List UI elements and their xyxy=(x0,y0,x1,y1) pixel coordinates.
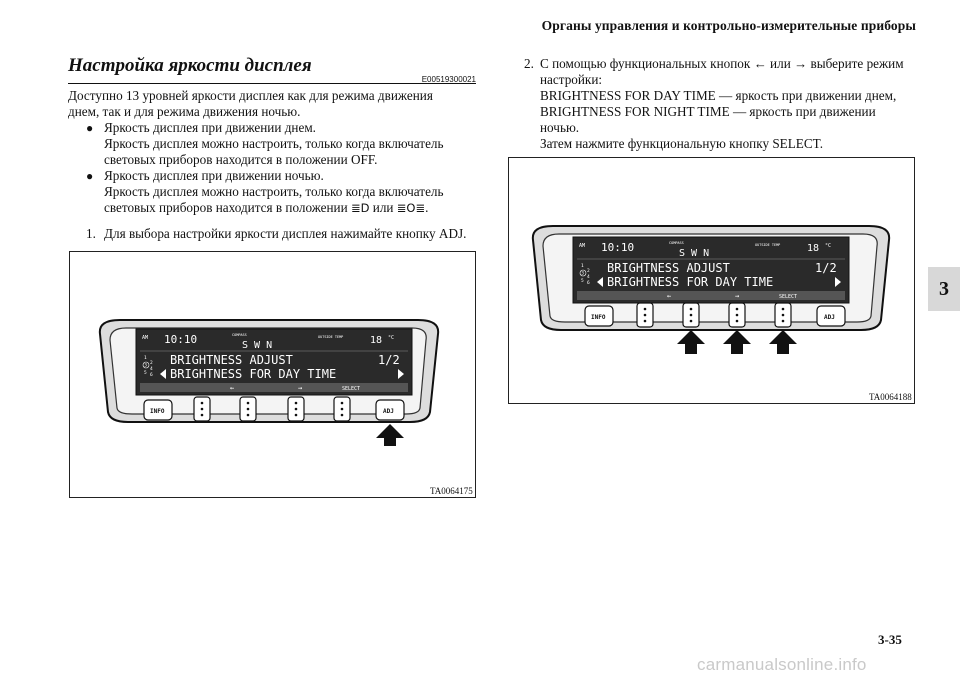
up-arrow-icon xyxy=(376,424,404,446)
bullet-1-line-2: световых приборов находится в положении OFF. xyxy=(104,152,378,167)
figure-1 xyxy=(69,251,476,498)
display-level: 1 xyxy=(144,356,147,361)
bullet-2-line-2 xyxy=(104,200,428,217)
position-lamps-icon: ≣O≣ xyxy=(396,201,426,215)
section-title: Настройка яркости дисплея xyxy=(68,55,312,76)
softkey-left-label: ← xyxy=(230,384,235,392)
bullet-1-line-1: Яркость дисплея можно настроить, только когда включатель xyxy=(104,136,444,151)
section-code: E00519300021 xyxy=(421,75,476,84)
display-level: 5 xyxy=(144,371,147,376)
display-level: 6 xyxy=(150,373,153,378)
softkey-bar xyxy=(577,291,845,300)
bullet-2-heading: Яркость дисплея при движении ночью. xyxy=(104,168,324,183)
softkey-right-label: → xyxy=(298,384,303,392)
display-line-1: BRIGHTNESS ADJUST xyxy=(607,261,730,275)
step-2-line-5: ночью. xyxy=(540,120,580,135)
display-compass: S W N xyxy=(679,248,710,259)
step-2-number: 2. xyxy=(524,56,534,71)
display-level: 1 xyxy=(581,264,584,269)
display-level: 4 xyxy=(587,275,590,280)
display-clock: 10:10 xyxy=(601,241,635,254)
display-page: 1/2 xyxy=(815,261,837,275)
softkey-right-label: → xyxy=(735,292,740,300)
bullet-dot-icon: ● xyxy=(86,169,94,183)
display-level: 2 xyxy=(587,269,590,274)
display-temp: 18 xyxy=(370,335,383,346)
display-temp: 18 xyxy=(807,243,820,254)
softkey-select-label: SELECT xyxy=(342,386,361,392)
bullet-2-line-2-text: световых приборов находится в положении xyxy=(104,200,348,215)
low-beam-icon: ≣D xyxy=(350,201,370,215)
chapter-tab: 3 xyxy=(928,267,960,311)
up-arrow-icon xyxy=(769,330,797,354)
step-2-line-2: настройки: xyxy=(540,72,603,87)
bullet-dot-icon: ● xyxy=(86,121,94,135)
display-compass-label: COMPASS xyxy=(669,241,684,245)
display-temp-unit: °C xyxy=(388,335,395,341)
display-line-1: BRIGHTNESS ADJUST xyxy=(170,353,293,367)
figure-2 xyxy=(508,157,915,404)
intro-line-2: днем, так и для режима движения ночью. xyxy=(68,104,301,119)
watermark: carmanualsonline.info xyxy=(697,655,867,674)
bullet-2-joiner: или xyxy=(372,200,394,215)
info-button-label: INFO xyxy=(591,314,606,321)
info-button-label: INFO xyxy=(150,408,165,415)
up-arrow-icon xyxy=(677,330,705,354)
softkey-bar xyxy=(140,383,408,392)
display-clock: 10:10 xyxy=(164,333,198,346)
step-1-number: 1. xyxy=(86,226,96,241)
up-arrow-icon xyxy=(723,330,751,354)
display-am: AM xyxy=(142,335,149,341)
display-outside-temp-label: OUTSIDE TEMP xyxy=(318,335,344,339)
figure-1-code: TA0064175 xyxy=(430,486,473,496)
display-temp-unit: °C xyxy=(825,243,832,249)
display-compass-label: COMPASS xyxy=(232,333,247,337)
display-outside-temp-label: OUTSIDE TEMP xyxy=(755,243,781,247)
display-panel-illustration-2 xyxy=(509,158,914,403)
intro-line-1: Доступно 13 уровней яркости дисплея как для режима движения xyxy=(68,88,433,103)
display-level: 2 xyxy=(150,361,153,366)
step-2-line-4: BRIGHTNESS FOR NIGHT TIME — яркость при движении xyxy=(540,104,876,119)
figure-2-code: TA0064188 xyxy=(869,392,912,402)
bullet-2-end: . xyxy=(425,200,429,215)
display-level: 6 xyxy=(587,281,590,286)
step-1-text: Для выбора настройки яркости дисплея нажимайте кнопку ADJ. xyxy=(104,226,467,241)
step-2-line-3: BRIGHTNESS FOR DAY TIME — яркость при движении днем, xyxy=(540,88,897,103)
step-2-line-6: Затем нажмите функциональную кнопку SELECT. xyxy=(540,136,824,151)
display-level: 5 xyxy=(581,279,584,284)
display-panel-illustration-1 xyxy=(70,252,475,497)
adj-button-label: ADJ xyxy=(824,314,835,321)
adj-button-label: ADJ xyxy=(383,408,394,415)
display-page: 1/2 xyxy=(378,353,400,367)
bullet-1-heading: Яркость дисплея при движении днем. xyxy=(104,120,316,135)
display-level: 3 xyxy=(144,363,148,369)
display-level: 4 xyxy=(150,367,153,372)
softkey-select-label: SELECT xyxy=(779,294,798,300)
display-line-2: BRIGHTNESS FOR DAY TIME xyxy=(607,275,774,289)
display-am: AM xyxy=(579,243,586,249)
display-level: 3 xyxy=(581,271,585,277)
softkey-left-label: ← xyxy=(667,292,672,300)
display-line-2: BRIGHTNESS FOR DAY TIME xyxy=(170,367,337,381)
bullet-2-line-1: Яркость дисплея можно настроить, только когда включатель xyxy=(104,184,444,199)
title-rule xyxy=(68,83,476,84)
page-number: 3-35 xyxy=(878,632,902,647)
step-2-line-1: С помощью функциональных кнопок ← или → выберите режим xyxy=(540,56,904,71)
display-compass: S W N xyxy=(242,340,273,351)
page-header: Органы управления и контрольно-измерительные приборы xyxy=(541,18,916,33)
